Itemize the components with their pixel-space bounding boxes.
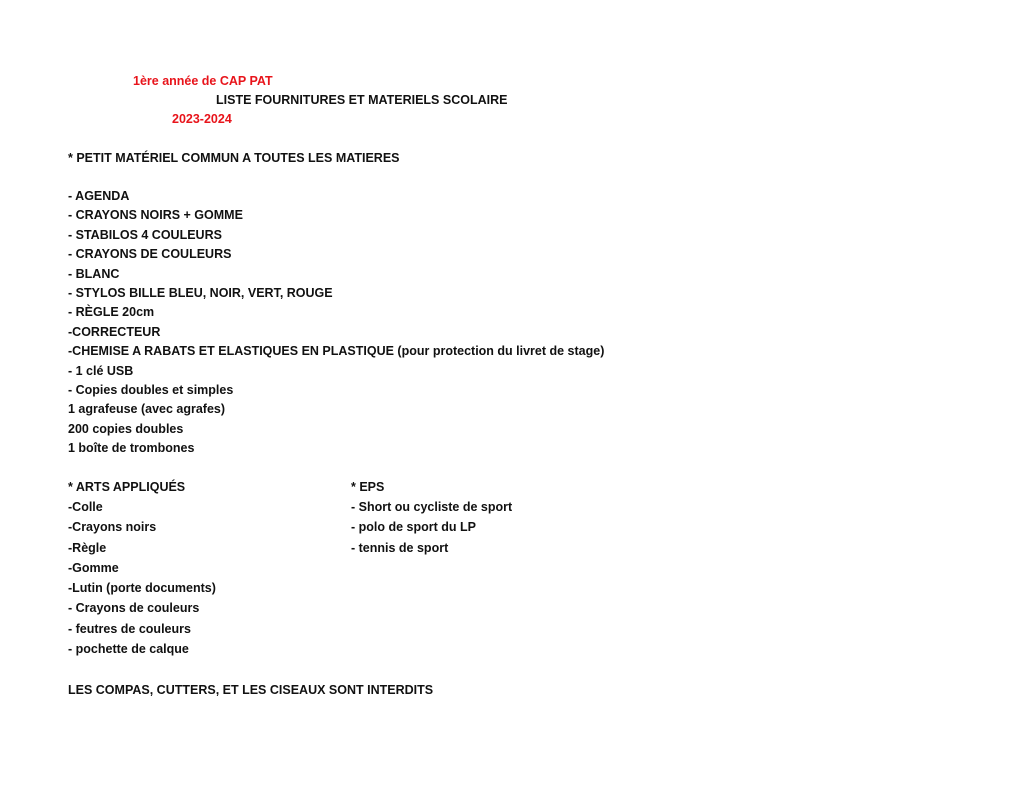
list-item: - Short ou cycliste de sport (351, 500, 513, 514)
list-item: -CORRECTEUR (68, 324, 161, 339)
list-item: - tennis de sport (351, 540, 449, 555)
list-item: -Règle (68, 540, 107, 555)
common-section-heading: * PETIT MATÉRIEL COMMUN A TOUTES LES MATIERES (68, 151, 400, 165)
list-item: - pochette de calque (68, 642, 189, 657)
class-label: 1ère année de CAP PAT (133, 74, 273, 88)
eps-section-heading: * EPS (351, 480, 385, 494)
common-items-list (68, 188, 604, 459)
list-item: - CRAYONS DE COULEURS (68, 247, 232, 262)
list-item: - STYLOS BILLE BLEU, NOIR, VERT, ROUGE (68, 285, 333, 300)
arts-section-heading: * ARTS APPLIQUÉS (68, 480, 186, 494)
list-item: - STABILOS 4 COULEURS (68, 227, 222, 242)
list-item: 200 copies doubles (68, 421, 184, 436)
list-item: - polo de sport du LP (351, 520, 476, 535)
list-item: -Gomme (68, 560, 119, 575)
list-item: - Crayons de couleurs (68, 601, 200, 616)
list-item: - AGENDA (68, 189, 130, 203)
list-item: - 1 clé USB (68, 363, 134, 378)
list-item: - BLANC (68, 266, 120, 281)
list-item: - Copies doubles et simples (68, 382, 234, 397)
arts-items-list (68, 499, 216, 661)
list-item: -Crayons noirs (68, 520, 157, 535)
list-item: -Colle (68, 500, 103, 514)
list-item: -CHEMISE A RABATS ET ELASTIQUES EN PLASTIQUE (pour protection du livret de stage) (68, 344, 605, 359)
school-year: 2023-2024 (172, 112, 232, 126)
list-title: LISTE FOURNITURES ET MATERIELS SCOLAIRE (216, 93, 508, 107)
eps-items-list (351, 499, 512, 560)
list-item: - CRAYONS NOIRS + GOMME (68, 208, 243, 223)
list-item: - RÈGLE 20cm (68, 305, 155, 320)
list-item: -Lutin (porte documents) (68, 581, 216, 596)
list-item: 1 boîte de trombones (68, 441, 195, 456)
list-item: 1 agrafeuse (avec agrafes) (68, 402, 226, 417)
list-item: - feutres de couleurs (68, 621, 191, 636)
forbidden-items-note: LES COMPAS, CUTTERS, ET LES CISEAUX SONT INTERDITS (68, 683, 434, 697)
